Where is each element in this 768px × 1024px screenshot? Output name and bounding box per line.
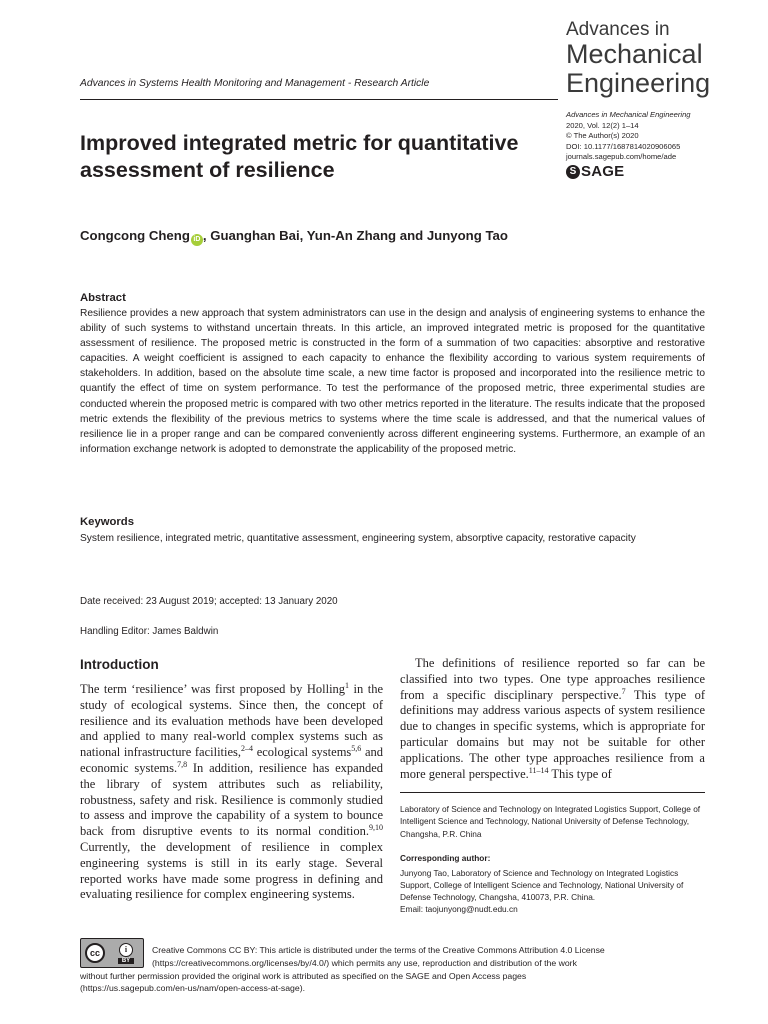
license-text xyxy=(80,944,710,995)
license-line-4[interactable]: (https://us.sagepub.com/en-us/nam/open-access-at-sage). xyxy=(80,983,306,994)
sage-logo-icon: S xyxy=(566,165,580,179)
journal-brand xyxy=(566,20,756,98)
citation-ref[interactable]: 2–4 xyxy=(241,744,254,754)
corresponding-author-details xyxy=(400,867,710,915)
orcid-icon[interactable]: iD xyxy=(191,234,203,246)
citation-ref[interactable]: 5,6 xyxy=(351,744,362,754)
intro-text: The term ‘resilience’ was first proposed by Holling xyxy=(80,682,346,696)
by-label: BY xyxy=(118,958,134,964)
article-info-copyright: © The Author(s) 2020 xyxy=(566,131,639,141)
intro-text: This type of definitions may address various aspects of system resilience due to changes in specific systems, which is appropriate for particular domains but may not be suitable for other applications. The other type approaches resilience from a more general perspective. xyxy=(400,687,705,781)
intro-text: and economic systems. xyxy=(80,745,383,775)
corresponding-author-name: Junyong Tao, Laboratory of Science and Technology on Integrated Logistics Support, College of Intelligent Science and Technology, National University of Defense Technology, Changsha, 410073, P.R. China. xyxy=(400,868,684,903)
article-info-doi[interactable]: DOI: 10.1177/1687814020906065 xyxy=(566,141,681,151)
header-rule xyxy=(80,99,558,100)
abstract-heading: Abstract xyxy=(80,292,126,304)
citation-ref[interactable]: 7 xyxy=(621,686,626,696)
intro-text: Currently, the development of resilience in complex engineering systems is still in its early stage. Several reported works have made some progress in defining and evaluating resilience for complex engineering systems. xyxy=(80,839,383,902)
citation-ref[interactable]: 11–14 xyxy=(528,765,549,775)
license-line-1: Creative Commons CC BY: This article is distributed under the terms of the Creative Commons Attribution 4.0 License xyxy=(152,945,605,955)
handling-editor: Handling Editor: James Baldwin xyxy=(80,626,219,637)
license-line-2[interactable]: (https://creativecommons.org/licenses/by/4.0/) which permits any use, reproduction and distribution of the work xyxy=(152,957,577,968)
citation-ref[interactable]: 9,10 xyxy=(369,823,383,833)
article-title: Improved integrated metric for quantitative assessment of resilience xyxy=(80,131,519,182)
other-authors: , Guanghan Bai, Yun-An Zhang and Junyong Tao xyxy=(202,228,508,243)
article-info xyxy=(566,110,691,163)
author-list xyxy=(80,228,508,246)
sage-logo xyxy=(566,163,624,180)
affiliation-note: Laboratory of Science and Technology on Integrated Logistics Support, College of Intelligent Science and Technology, National University of Defense Technology, Changsha, P.R. China xyxy=(400,804,701,839)
date-received: Date received: 23 August 2019; accepted: 13 January 2020 xyxy=(80,596,338,607)
intro-text: In addition, resilience has expanded the library of system attributes such as reliability, robustness, safety and risk. Resilience is commonly studied to assess and improve the capability of a system to bounce back from disruptive events to its normal condition. xyxy=(80,760,383,839)
journal-brand-line3: Engineering xyxy=(566,68,711,98)
keywords-text: System resilience, integrated metric, quantitative assessment, engineering system, absorptive capacity, restorative capacity xyxy=(80,533,636,544)
article-info-url[interactable]: journals.sagepub.com/home/ade xyxy=(566,152,677,162)
citation-ref[interactable]: 7,8 xyxy=(177,759,188,769)
introduction-column-2 xyxy=(400,656,705,782)
license-line-3: without further permission provided the original work is attributed as specified on the SAGE and Open Access pages xyxy=(80,970,527,981)
abstract-text: Resilience provides a new approach that system administrators can use in the design and analysis of engineering systems to enhance the ability of such systems to withstand uncertain threats. In this article, an improved integrated metric is proposed for the quantitative assessment of resilience. The proposed metric is constructed in the form of a summation of two capacities: absorptive and restorative capacities. A weight coefficient is assigned to each capacity to enhance the flexibility according to various system requirements of stakeholders. In addition, based on the absolute time scale, a new time factor is proposed and incorporated into the resilience metric to quantify the effect of time on system performance. To test the performance of the proposed metric, three experimental studies are conducted wherein the proposed metric is compared with two other metrics reported in the literature. The results indicate that the proposed metric extends the flexibility of the previous metrics to systems where the time scale is addressed, and that the numerical values of resilience lie in a proper range and can be compared conveniently across different engineering systems. Furthermore, an example of an information exchange network is adopted to demonstrate the applicability of the proposed metric. xyxy=(80,308,705,455)
intro-text: in the study of ecological systems. Since then, the concept of resilience and its evaluation methods have been developed and applied to many real-world complex systems such as national infrastructure facilities, xyxy=(80,682,383,760)
corresponding-author-heading: Corresponding author: xyxy=(400,853,491,863)
sage-logo-text: SAGE xyxy=(581,163,625,180)
intro-text: This type of xyxy=(548,766,612,781)
article-info-journal: Advances in Mechanical Engineering xyxy=(566,110,691,119)
first-author: Congcong Cheng xyxy=(80,228,190,243)
journal-brand-line2: Mechanical xyxy=(566,39,703,69)
intro-text: The definitions of resilience reported so far can be classified into two types. One type approaches resilience from a specific disciplinary perspective. xyxy=(400,656,705,702)
journal-brand-line1: Advances in xyxy=(566,19,670,40)
citation-ref[interactable]: 1 xyxy=(345,680,350,690)
corresponding-author-email[interactable]: Email: taojunyong@nudt.edu.cn xyxy=(400,904,518,915)
footnote-rule xyxy=(400,792,705,793)
introduction-heading: Introduction xyxy=(80,657,159,672)
article-info-volume: 2020, Vol. 12(2) 1–14 xyxy=(566,120,639,130)
intro-text: ecological systems xyxy=(253,745,352,760)
cc-icon: cc xyxy=(85,943,105,963)
keywords-heading: Keywords xyxy=(80,516,134,528)
attribution-person-icon: i xyxy=(119,943,133,957)
section-label: Advances in Systems Health Monitoring and Management - Research Article xyxy=(80,78,430,89)
introduction-column-1 xyxy=(80,682,383,903)
